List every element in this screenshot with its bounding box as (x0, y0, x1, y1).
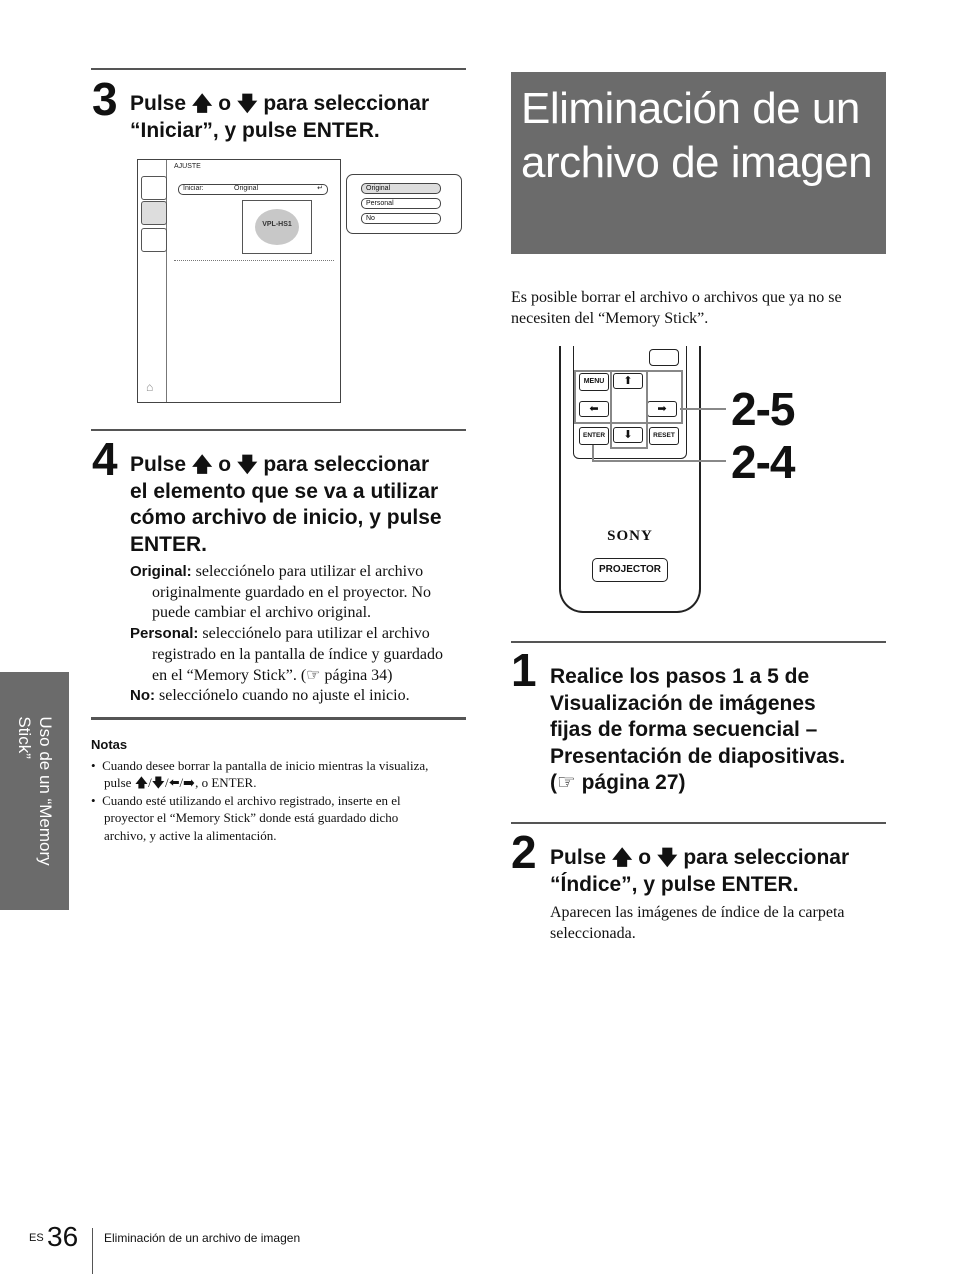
enter-button[interactable]: ENTER (579, 427, 609, 445)
notes-rule (91, 717, 466, 720)
step4-rule (91, 429, 466, 431)
remote-top-button[interactable] (649, 349, 679, 366)
reset-button[interactable]: RESET (649, 427, 679, 445)
footer-lang: ES (29, 1232, 44, 1244)
pointing-hand-icon: ☞ (557, 771, 576, 794)
page-number: 36 (47, 1221, 79, 1252)
arrow-up-icon: 🡅 (191, 93, 213, 115)
menu-button[interactable]: MENU (579, 373, 609, 391)
projector-menu-icon (141, 176, 167, 200)
step3-number: 3 (92, 73, 118, 125)
definition-no: No: selecciónelo cuando no ajuste el inicio. (130, 687, 410, 705)
arrow-down-icon: 🡇 (656, 847, 678, 869)
footer-section: Eliminación de un archivo de imagen (104, 1231, 301, 1245)
sony-logo: SONY (607, 528, 653, 544)
step2-body: Aparecen las imágenes de índice de la carpeta seleccionada. (550, 904, 845, 942)
arrow-down-icon: 🡇 (236, 93, 258, 115)
option-definitions (130, 562, 470, 707)
notes-section (91, 736, 471, 844)
up-button[interactable]: ⬆ (613, 373, 643, 389)
footer-divider (92, 1228, 93, 1274)
option-original[interactable]: Original (361, 183, 441, 194)
section-tab-label: Uso de un “Memory Stick” (15, 716, 55, 866)
down-button[interactable]: ⬇ (613, 427, 643, 443)
arrow-up-icon: 🡅 (191, 454, 213, 476)
callout-line-2-5 (680, 408, 726, 410)
step3-rule (91, 68, 466, 70)
step4-heading: Pulse 🡅 o 🡇 para seleccionar el elemento que se va a utilizar cómo archivo de inicio, y pulse ENTER. (130, 453, 442, 556)
option-no[interactable]: No (361, 213, 441, 224)
settings-screen (137, 159, 341, 403)
section-title-box (511, 72, 886, 254)
note-item: • Cuando esté utilizando el archivo registrado, inserte en el proyector el “Memory Stick” donde está guardado dicho archivo, y active la alimentación. (91, 792, 401, 843)
home-icon: ⌂ (146, 380, 154, 394)
section-title: Eliminación de un archivo de imagen (521, 84, 873, 187)
section-tab (0, 672, 69, 910)
callout-2-5: 2-5 (731, 383, 795, 435)
left-button[interactable]: ⬅ (579, 401, 609, 417)
step2-heading: Pulse 🡅 o 🡇 para seleccionar “Índice”, y pulse ENTER. (550, 846, 850, 896)
callout-box-2-4 (610, 370, 648, 449)
arrow-down-icon: 🡇 (236, 454, 258, 476)
memory-stick-menu-icon (141, 201, 167, 225)
definition-original: Original: selecciónelo para utilizar el archivo originalmente guardado en el proyector. No puede cambiar el archivo original. (130, 563, 432, 622)
options-popup (346, 174, 462, 234)
notes-heading: Notas (91, 737, 128, 752)
step1-rule (511, 641, 886, 643)
right-button[interactable]: ➡ (647, 401, 677, 417)
step4-number: 4 (92, 433, 118, 485)
step2-number: 2 (511, 826, 537, 878)
pointing-hand-icon: ☞ (306, 666, 321, 684)
enter-arrow-icon: ↵ (317, 185, 323, 192)
screen-title: AJUSTE (174, 163, 201, 170)
callout-2-4: 2-4 (731, 436, 795, 488)
note-item: • Cuando desee borrar la pantalla de inicio mientras la visualiza, pulse 🡅/🡇/⬅/➡, o ENTER. (91, 757, 429, 790)
arrow-keys-icon: 🡅/🡇/⬅/➡ (134, 775, 196, 790)
setting-row: Iniciar: Original ↵ (178, 184, 328, 195)
step1-heading: Realice los pasos 1 a 5 de Visualización de imágenes fijas de forma secuencial – Presentación de diapositivas. (☞ página 27) (550, 665, 846, 794)
step3-heading: Pulse 🡅 o 🡇 para seleccionar “Iniciar”, y pulse ENTER. (130, 92, 430, 142)
step2-rule (511, 822, 886, 824)
preview-image: VPL-HS1 (242, 200, 312, 254)
option-personal[interactable]: Personal (361, 198, 441, 209)
definition-personal: Personal: selecciónelo para utilizar el archivo registrado en la pantalla de índice y guardado en el “Memory Stick”. (☞ página 34) (130, 625, 443, 684)
projector-button[interactable]: PROJECTOR (592, 558, 668, 582)
arrow-up-icon: 🡅 (611, 847, 633, 869)
intro-text: Es posible borrar el archivo o archivos que ya no se necesiten del “Memory Stick”. (511, 289, 842, 327)
step1-number: 1 (511, 644, 537, 696)
pen-menu-icon (141, 228, 167, 252)
